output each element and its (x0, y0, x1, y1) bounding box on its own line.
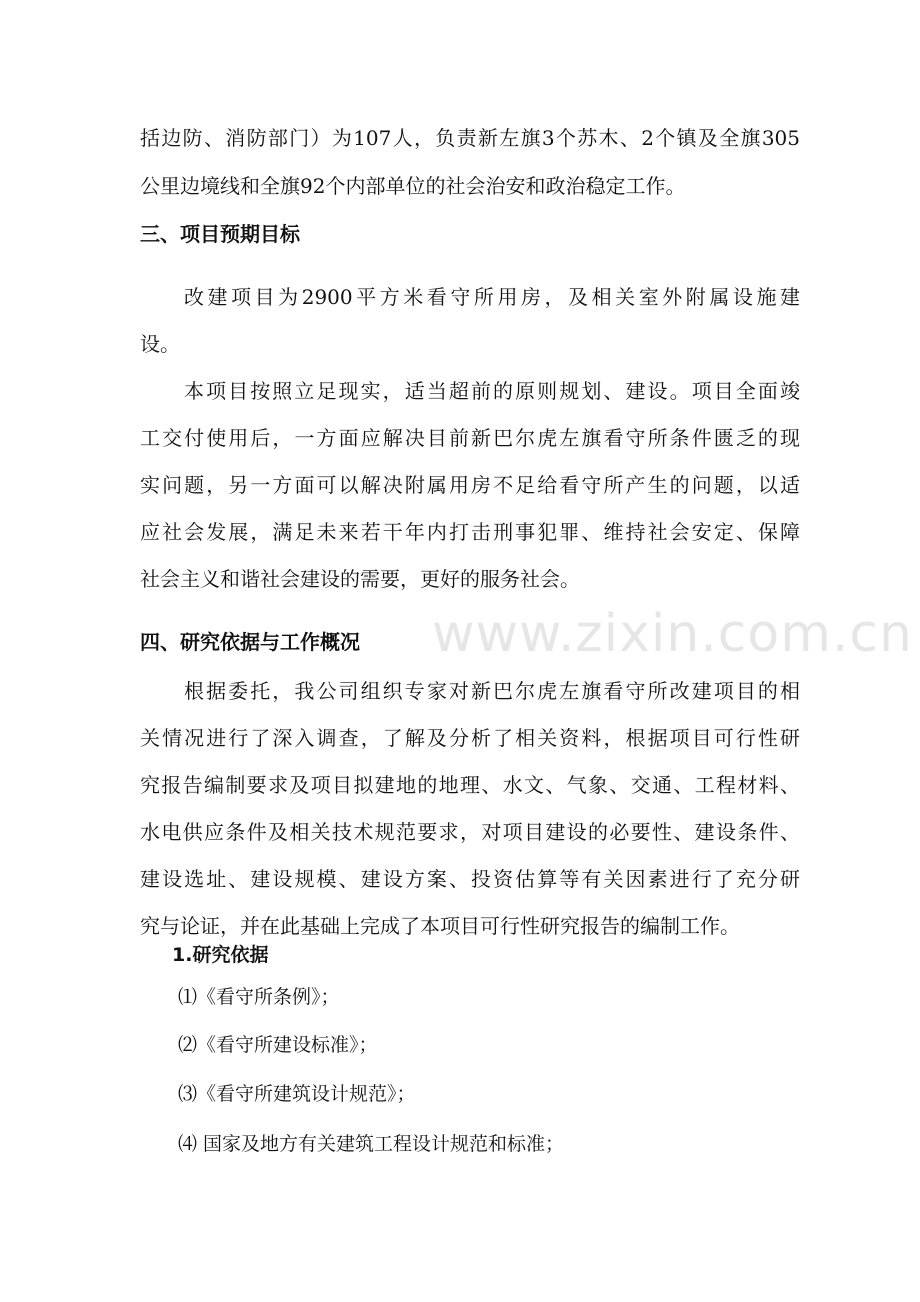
basis-item-1: ⑴《看守所条例》； (178, 986, 340, 1008)
section-4-para-line-5: 建设选址、建设规模、建设方案、投资估算等有关因素进行了充分研 (140, 867, 800, 891)
section-3-para-2-line-4: 应社会发展，满足未来若干年内打击刑事犯罪、维持社会安定、保障 (140, 520, 800, 544)
basis-item-4: ⑷ 国家及地方有关建筑工程设计规范和标准； (178, 1133, 565, 1155)
section-4-para-line-4: 水电供应条件及相关技术规范要求，对项目建设的必要性、建设条件、 (140, 820, 800, 844)
section-4-para-line-3: 究报告编制要求及项目拟建地的地理、水文、气象、交通、工程材料、 (140, 773, 800, 797)
section-3-para-2-line-5: 社会主义和谐社会建设的需要，更好的服务社会。 (140, 567, 580, 591)
section-3-para-2-line-1: 本项目按照立足现实，适当超前的原则规划、建设。项目全面竣 (184, 379, 800, 403)
section-3-para-2-line-3: 实问题，另一方面可以解决附属用房不足给看守所产生的问题，以适 (140, 473, 800, 497)
research-basis-heading: 1.研究依据 (172, 944, 269, 966)
section-3-para-1-line-1: 改建项目为2900平方米看守所用房，及相关室外附属设施建 (184, 285, 800, 309)
intro-line-2: 公里边境线和全旗92个内部单位的社会治安和政治稳定工作。 (140, 174, 686, 198)
intro-line-1: 括边防、消防部门）为107人，负责新左旗3个苏木、2个镇及全旗305 (140, 126, 800, 150)
section-4-heading: 四、研究依据与工作概况 (140, 630, 360, 654)
section-4-para-line-1: 根据委托，我公司组织专家对新巴尔虎左旗看守所改建项目的相 (184, 679, 800, 703)
section-4-para-line-2: 关情况进行了深入调查，了解及分析了相关资料，根据项目可行性研 (140, 726, 800, 750)
section-3-para-1-line-2: 设。 (140, 332, 180, 356)
basis-item-3: ⑶《看守所建筑设计规范》； (178, 1083, 416, 1105)
section-4-para-line-6: 究与论证，并在此基础上完成了本项目可行性研究报告的编制工作。 (140, 914, 740, 938)
watermark: www.zixin.com.cn (432, 604, 913, 664)
section-3-heading: 三、项目预期目标 (140, 222, 300, 246)
basis-item-2: ⑵《看守所建设标准》； (178, 1034, 378, 1056)
section-3-para-2-line-2: 工交付使用后，一方面应解决目前新巴尔虎左旗看守所条件匮乏的现 (140, 426, 800, 450)
